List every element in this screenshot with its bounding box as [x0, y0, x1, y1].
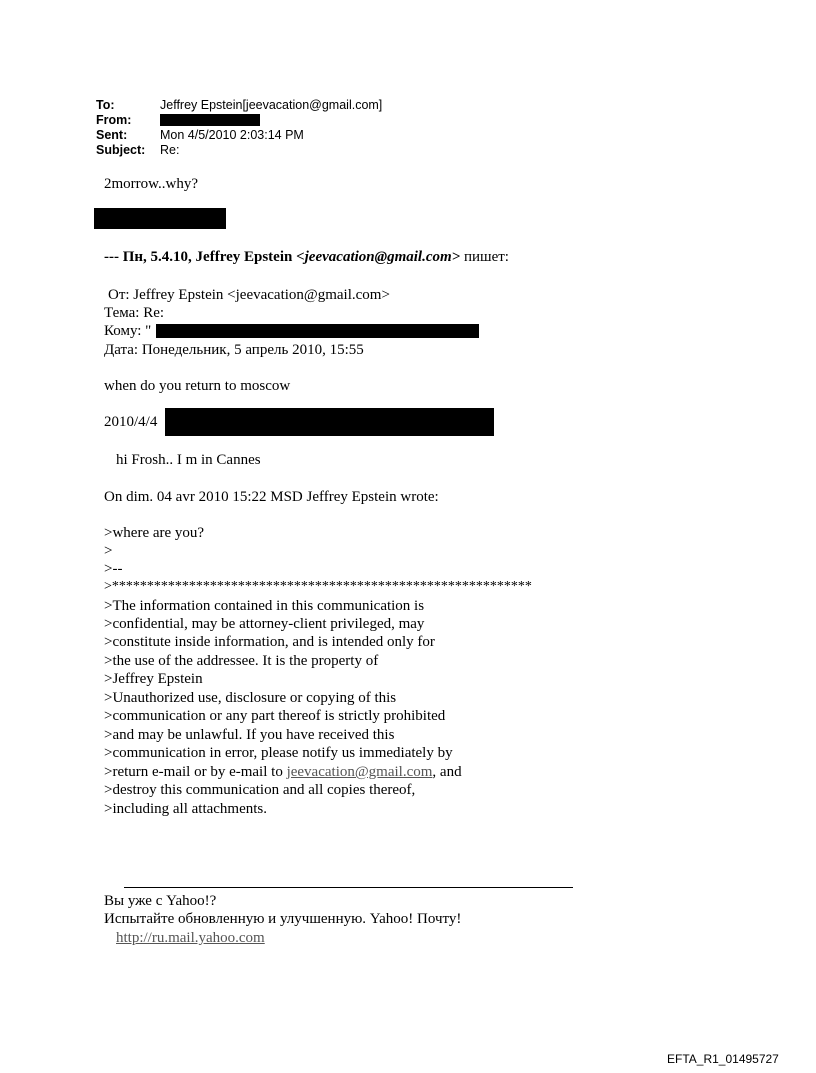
data-line: Дата: Понедельник, 5 апрель 2010, 15:55: [104, 342, 364, 358]
email-header: [96, 98, 696, 160]
signature-redaction: [94, 208, 226, 229]
quoted-line: >the use of the addressee. It is the property of: [104, 653, 379, 669]
return-prefix: >return e-mail or by e-mail to: [104, 764, 287, 780]
quoted-line: >Unauthorized use, disclosure or copying of this: [104, 690, 397, 706]
from-redaction: [160, 114, 260, 126]
quote-header-suffix: пишет:: [460, 249, 509, 265]
quote-header: [104, 248, 509, 266]
quoted-line: >Jeffrey Epstein: [104, 671, 203, 687]
yahoo-line-2: Испытайте обновленную и улучшенную. Yahoo! Почту!: [104, 911, 462, 927]
email-link[interactable]: jeevacation@gmail.com: [286, 764, 433, 780]
quote-header-email: <jeevacation@gmail.com>: [296, 249, 461, 265]
quoted-line: >constitute inside information, and is intended only for: [104, 634, 435, 650]
recipient-redaction: [156, 324, 479, 338]
yahoo-link[interactable]: http://ru.mail.yahoo.com: [116, 930, 265, 946]
quoted-line: >************************************************************: [104, 579, 532, 594]
quoted-line: >The information contained in this communication is: [104, 598, 425, 614]
wrote-line: On dim. 04 avr 2010 15:22 MSD Jeffrey Epstein wrote:: [104, 489, 439, 505]
to-label: To:: [96, 98, 115, 112]
date-prefix: 2010/4/4: [104, 414, 158, 430]
quoted-line: >--: [104, 561, 123, 577]
subject-label: Subject:: [96, 143, 146, 157]
to-value: Jeffrey Epstein[jeevacation@gmail.com]: [160, 98, 383, 112]
quoted-line: >and may be unlawful. If you have received this: [104, 727, 395, 743]
sent-label: Sent:: [96, 128, 128, 142]
quoted-line: >communication in error, please notify us immediately by: [104, 745, 453, 761]
quote-header-prefix: --- Пн, 5.4.10, Jeffrey Epstein: [104, 249, 297, 265]
quoted-line: >: [104, 543, 113, 559]
destroy-line: >destroy this communication and all copies thereof,: [104, 782, 416, 798]
yahoo-line-1: Вы уже с Yahoo!?: [104, 893, 217, 909]
footer-divider: [124, 887, 573, 888]
return-line: [104, 763, 462, 781]
quoted-line: >where are you?: [104, 525, 205, 541]
return-suffix: , and: [432, 764, 462, 780]
cannes-line: hi Frosh.. I m in Cannes: [116, 452, 261, 468]
document-id: EFTA_R1_01495727: [667, 1052, 779, 1066]
question-line: when do you return to moscow: [104, 378, 291, 394]
reply-line: 2morrow..why?: [104, 176, 199, 192]
attachments-line: >including all attachments.: [104, 801, 268, 817]
tema-line: Тема: Re:: [104, 305, 165, 321]
from-label: From:: [96, 113, 132, 127]
ot-line: От: Jeffrey Epstein <jeevacation@gmail.com>: [108, 287, 390, 303]
sent-value: Mon 4/5/2010 2:03:14 PM: [160, 128, 304, 142]
subject-value: Re:: [160, 143, 180, 157]
sender-redaction: [165, 408, 494, 436]
quoted-line: >confidential, may be attorney-client privileged, may: [104, 616, 425, 632]
komu-line: Кому: ": [104, 323, 152, 339]
quoted-line: >communication or any part thereof is strictly prohibited: [104, 708, 446, 724]
